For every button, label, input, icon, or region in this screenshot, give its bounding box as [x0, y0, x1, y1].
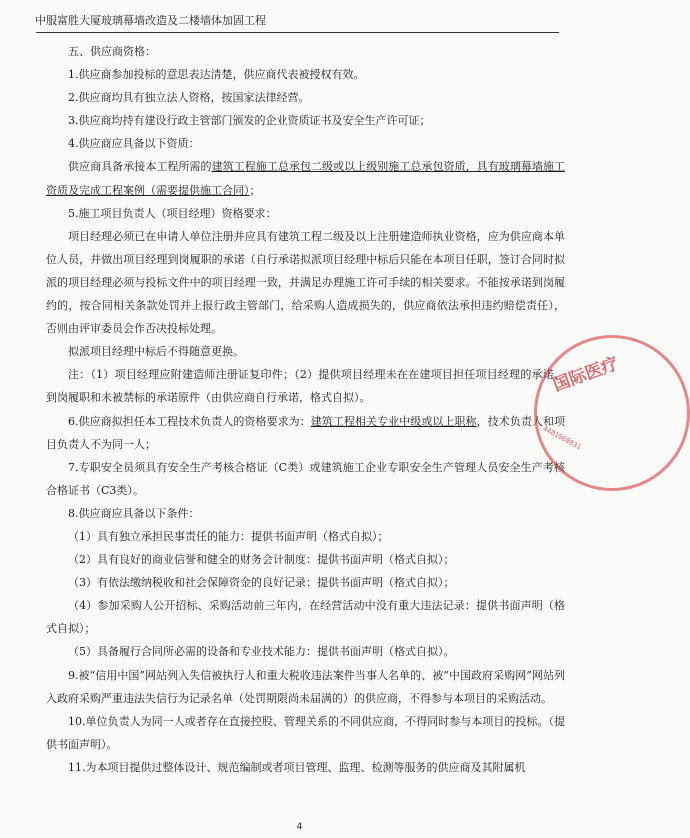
qualification-paragraph: [46, 155, 565, 201]
requirement-item-7: 7.专职安全员须具有安全生产考核合格证（C类）或建筑施工企业专职安全生产管理人员安全生产考核合格证书（C3类）。: [46, 460, 565, 497]
tech-lead-underlined: 建筑工程相关专业中级或以上职称: [310, 414, 477, 428]
requirement-item-8: 8.供应商应具备以下条件：: [68, 506, 200, 520]
company-seal: [534, 335, 690, 491]
project-manager-requirements: 项目经理必须已在申请人单位注册并应具有建筑工程二级及以上注册建造师执业资格，应为供应商本单位人员，并做出项目经理到岗履职的承诺（自行承诺拟派项目经理中标后只能在本项目任职，签订合同时拟派的项目经理必须与投标文件中的项目经理一致，并满足办理施工许可手续的相关要求。不能按承诺到岗履约的，按合同相关条款处罚并上报行政主管部门，给采购人造成损失的，供应商依法承担违约赔偿责任），否则由评审委员会作否决投标处理。: [46, 229, 565, 336]
tech-lead-intro: 6.供应商拟担任本工程技术负责人的资格要求为：: [68, 414, 311, 428]
requirement-item-9: 9.被“信用中国”网站列入失信被执行人和重大税收违法案件当事人名单的、被“中国政府采购网”网站列入政府采购严重违法失信行为记录名单（处罚期限尚未届满的）的供应商，不得参与本项目的采购活动。: [46, 668, 565, 705]
section-title: 五、供应商资格：: [68, 45, 156, 58]
seal-text: 国际医疗: [550, 353, 622, 396]
condition-2: （2）具有良好的商业信誉和健全的财务会计制度：提供书面声明（格式自拟）；: [68, 553, 455, 567]
requirement-item-3: 3.供应商均持有建设行政主管部门颁发的企业资质证书及安全生产许可证；: [68, 114, 431, 128]
condition-4: （4）参加采购人公开招标、采购活动前三年内，在经营活动中没有重大违法记录：提供书面声明（格式自拟）；: [46, 599, 565, 636]
requirement-item-4: 4.供应商应具备以下资质：: [68, 137, 200, 151]
requirement-item-10: 10.单位负责人为同一人或者存在直接控股、管理关系的不同供应商，不得同时参与本项目的投标。（提供书面声明）。: [46, 714, 565, 751]
qualification-intro: 供应商具备承接本工程所需的: [68, 160, 212, 174]
seal-code: 4401060831: [541, 424, 583, 452]
document-body: [46, 40, 565, 779]
document-header: 中服富胜大厦玻璃幕墙改造及二楼墙体加固工程: [35, 14, 266, 27]
condition-1: （1）具有独立承担民事责任的能力：提供书面声明（格式自拟）；: [68, 529, 389, 543]
tech-lead-end: ，技术负责人和项目负责人不为同一人；: [46, 414, 566, 451]
manager-replacement-note: 拟派项目经理中标后不得随意更换。: [68, 345, 244, 359]
condition-3: （3）有依法缴纳税收和社会保障资金的良好记录：提供书面声明（格式自拟）；: [68, 576, 455, 590]
requirement-item-6: [46, 410, 565, 456]
requirement-item-11: 11.为本项目提供过整体设计、规范编制或者项目管理、监理、检测等服务的供应商及其附属机: [68, 760, 526, 774]
condition-5: （5）具备履行合同所必需的设备和专业技术能力：提供书面声明（格式自拟）。: [68, 645, 455, 659]
qualification-underlined: 建筑工程施工总承包二级或以上级别施工总承包资质，具有玻璃幕墙施工资质及完成工程案例（需要提供施工合同）: [46, 160, 566, 197]
header-divider: [36, 32, 559, 33]
requirement-item-1: 1.供应商参加投标的意思表达清楚，供应商代表被授权有效。: [68, 68, 365, 82]
manager-attachment-note: 注：（1）项目经理应附建造师注册证复印件；（2）提供项目经理未在在建项目担任项目经理的承诺、到岗履职和未被禁标的承诺原件（由供应商自行承诺，格式自拟）。: [46, 368, 565, 405]
page-number: 4: [296, 822, 303, 832]
requirement-item-5: 5.施工项目负责人（项目经理）资格要求：: [68, 206, 277, 220]
qualification-end: ；: [249, 183, 261, 197]
requirement-item-2: 2.供应商均具有独立法人资格，按国家法律经营。: [68, 91, 310, 105]
